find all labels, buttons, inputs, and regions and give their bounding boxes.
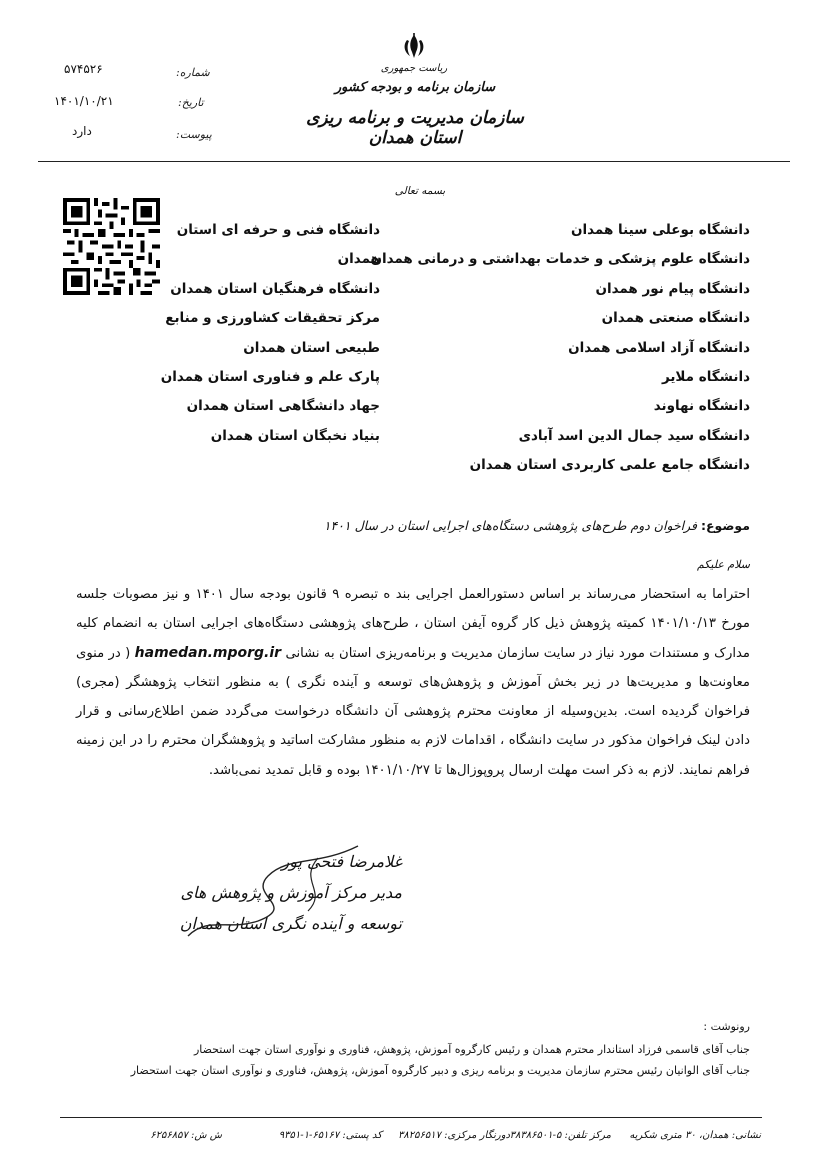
header-pbo: سازمان برنامه و بودجه کشور (334, 80, 496, 95)
letter-body (76, 580, 750, 785)
recipient-item: دانشگاه علوم پزشکی و خدمات بهداشتی و درمانی همدان (370, 251, 750, 268)
recipient-item: دانشگاه جامع علمی کاربردی استان همدان (469, 457, 750, 474)
recipient-item: دانشگاه پیام نور همدان (595, 280, 750, 297)
recipients-left-list (160, 222, 380, 457)
letter-body-part2: ( در منوی معاونت‌ها و مدیریت‌ها در زیر بخش آموزش و پژوهش‌های توسعه و آینده نگری ) به منظور انتخاب پژوهشگر (مجری) فراخوان گردیده است. بدین‌وسیله از معاونت محترم پژوهشی آن دانشگاه درخواست می‌گردد ضمن اطلاع‌رسانی و قرار دادن لینک فراخوان مذکور در سایت دانشگاه ، اقدامات لازم به منظور مشارکت اساتید و پژوهشگران محترم را در این زمینه فراهم نمایند. لازم به ذکر است مهلت ارسال پروپوزال‌ها تا ۱۴۰۱/۱۰/۲۷ بوده و قابل تمدید نمی‌باشد. (76, 645, 750, 778)
recipient-item: مرکز تحقیقات کشاورزی و منابع (165, 310, 380, 327)
signer-name: غلامرضا فتحی پور (281, 852, 402, 871)
footer-fax: دورنگار مرکزی: ۳۸۲۵۶۵۱۷ (398, 1130, 510, 1141)
recipient-item: دانشگاه آزاد اسلامی همدان (568, 339, 750, 356)
greeting: سلام علیکم (696, 558, 750, 571)
signer-title-line2: توسعه و آینده نگری استان همدان (179, 914, 402, 933)
attachment-value: دارد (72, 124, 92, 138)
subject-label: موضوع: (700, 518, 750, 533)
attachment-label: پیوست: (176, 128, 212, 141)
website-link[interactable]: hamedan.mporg.ir (134, 644, 282, 661)
footer-postal-code: کد پستی: ۶۵۱۶۷-۱-۹۳۵۱ (278, 1130, 382, 1141)
qr-code-icon (63, 198, 160, 295)
date-label: تاریخ: (178, 96, 204, 109)
recipient-item: جهاد دانشگاهی استان همدان (186, 398, 380, 415)
basmala: بسمه تعالی (394, 185, 446, 197)
recipient-item: همدان (337, 251, 380, 268)
recipient-item: دانشگاه فنی و حرفه ای استان (176, 222, 380, 238)
signer-title-line1: مدیر مرکز آموزش و پژوهش های (180, 883, 402, 902)
letter-number: ۵۷۴۵۲۶ (64, 62, 103, 76)
footer-phone: مرکز تلفن: ۵-۳۸۳۸۶۵۰۱ (509, 1130, 611, 1141)
letter-date: ۱۴۰۱/۱۰/۲۱ (54, 94, 114, 108)
letter-body-part1: احتراما به استحضار می‌رساند بر اساس دستورالعمل اجرایی بند ه تبصره ۹ قانون بودجه سال ۱۴۰۱ و نیز مصوبات جلسه مورخ ۱۴۰۱/۱۰/۱۳ کمیته پژوهش ذیل کار گروه آیفن استان ، طرح‌های پژوهشی دستگاه‌های اجرایی استان به انضمام کلیه مدارک و مستندات مورد نیاز در سایت سازمان مدیریت و برنامه‌ریزی استان به نشانی (76, 587, 751, 661)
recipient-item: دانشگاه سید جمال الدین اسد آبادی (518, 427, 750, 444)
header-presidency: ریاست جمهوری (380, 63, 448, 74)
cc-line: جناب آقای الوانیان رئیس محترم سازمان مدیریت و برنامه ریزی و دبیر کارگروه آموزش، پژوهش، فناوری و نوآوری استان جهت استحضار (130, 1064, 750, 1077)
subject-text: فراخوان دوم طرح‌های پژوهشی دستگاه‌های اجرایی استان در سال ۱۴۰۱ (323, 518, 697, 533)
recipient-item: بنیاد نخبگان استان همدان (210, 427, 380, 444)
recipients-right-list (370, 222, 750, 487)
recipient-item: دانشگاه بوعلی سینا همدان (570, 222, 750, 238)
footer-id: ش ش: ۶۲۵۶۸۵۷ (150, 1130, 222, 1141)
subject-line (300, 518, 750, 533)
signature-scribble (168, 836, 388, 946)
recipient-item: دانشگاه ملایر (661, 368, 750, 385)
header-organization: سازمان مدیریت و برنامه ریزی استان همدان (306, 108, 524, 148)
cc-line: جناب آقای قاسمی فرزاد استاندار محترم همدان و رئیس کارگروه آموزش، پژوهش، فناوری و نوآوری استان جهت استحضار (193, 1043, 750, 1056)
footer-divider (60, 1117, 762, 1118)
recipient-item: طبیعی استان همدان (243, 339, 380, 356)
iran-emblem-icon (399, 32, 429, 62)
recipient-item: دانشگاه نهاوند (653, 398, 750, 415)
recipient-item: دانشگاه فرهنگیان استان همدان (170, 280, 380, 297)
recipient-item: دانشگاه صنعتی همدان (601, 310, 750, 327)
recipient-item: پارک علم و فناوری استان همدان (160, 368, 380, 385)
header-divider (38, 161, 790, 162)
cc-heading: رونوشت : (703, 1020, 750, 1033)
footer-address: نشانی: همدان، ۳۰ متری شکریه (629, 1130, 761, 1141)
number-label: شماره: (176, 66, 210, 79)
